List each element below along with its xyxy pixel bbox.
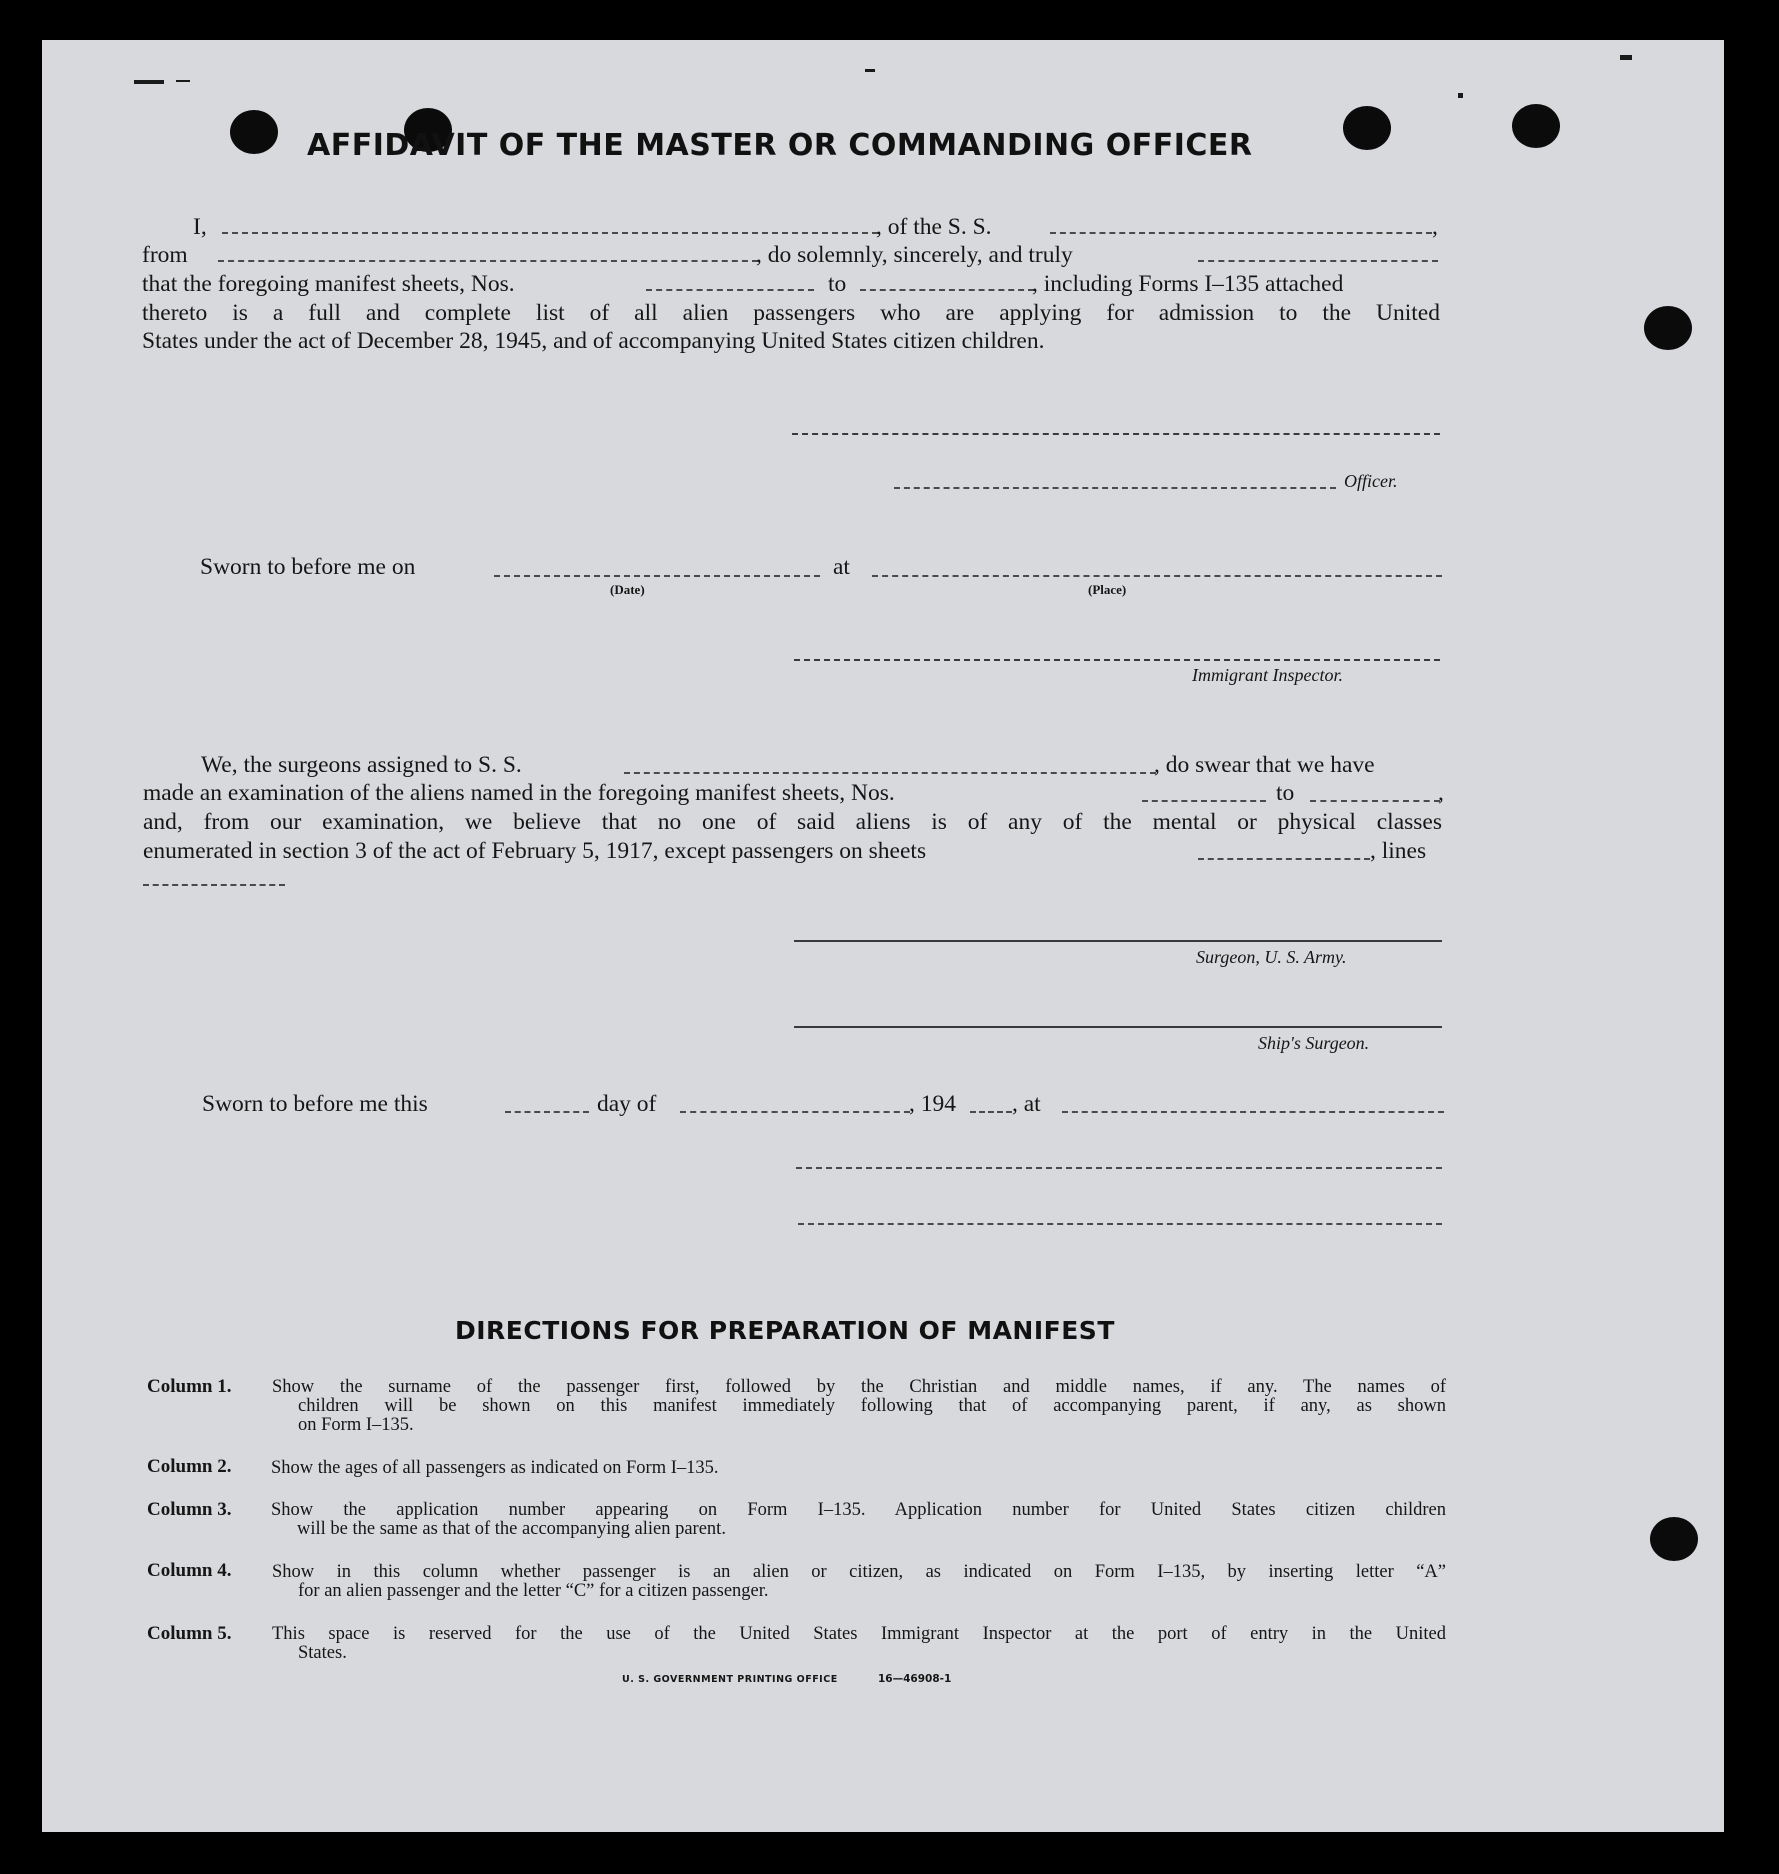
punch-hole xyxy=(1343,106,1391,150)
text-at: at xyxy=(833,554,850,580)
directions-title: DIRECTIONS FOR PREPARATION OF MANIFEST xyxy=(455,1316,1115,1345)
sworn2-place-field[interactable] xyxy=(1062,1111,1444,1113)
oath-field[interactable] xyxy=(1198,260,1438,262)
text-made-examination: made an examination of the aliens named in the foregoing manifest sheets, Nos. xyxy=(143,780,895,806)
exam-sheet-to-field[interactable] xyxy=(1310,800,1440,802)
text-enumerated: enumerated in section 3 of the act of February 5, 1917, except passengers on sheets xyxy=(143,838,927,864)
officer-label: Officer. xyxy=(1344,471,1398,491)
column-1-line-2: children will be shown on this manifest immediately following that of accompanying parent, if any, as shown xyxy=(298,1396,1446,1416)
text-comma-2: , xyxy=(1438,780,1444,806)
scan-speck xyxy=(1620,55,1632,60)
master-name-field[interactable] xyxy=(222,232,878,234)
punch-hole xyxy=(1644,306,1692,350)
column-3-line-1: Show the application number appearing on Form I–135. Application number for United States citizen children xyxy=(271,1500,1446,1520)
affidavit-line-5: States under the act of December 28, 1945, and of accompanying United States citizen children. xyxy=(142,328,1045,354)
sheet-from-field[interactable] xyxy=(646,289,814,291)
column-2-label: Column 2. xyxy=(147,1456,232,1477)
departure-port-field[interactable] xyxy=(218,260,758,262)
inspector-label: Immigrant Inspector. xyxy=(1192,665,1343,685)
scan-speck xyxy=(176,80,190,82)
column-5-label: Column 5. xyxy=(147,1623,232,1644)
sworn-place-field[interactable] xyxy=(872,575,1442,577)
text-day-of: day of xyxy=(597,1091,657,1117)
text-to-2: to xyxy=(1276,780,1295,806)
except-sheets-field[interactable] xyxy=(1198,858,1370,860)
column-2-text xyxy=(271,1459,1445,1478)
ship-surgeon-label: Ship's Surgeon. xyxy=(1258,1033,1370,1053)
inspector-signature-line[interactable] xyxy=(794,659,1440,661)
column-3-label: Column 3. xyxy=(147,1499,232,1520)
scan-speck xyxy=(1458,93,1463,98)
text-solemnly: , do solemnly, sincerely, and truly xyxy=(756,242,1073,268)
text-sworn-on: Sworn to before me on xyxy=(200,554,416,580)
date-caption: (Date) xyxy=(610,582,645,597)
punch-hole xyxy=(230,110,278,154)
column-1-text xyxy=(272,1378,1446,1435)
officer-signature-line-1[interactable] xyxy=(792,433,1440,435)
sworn-day-field[interactable] xyxy=(505,1111,589,1113)
text-to: to xyxy=(828,271,847,297)
column-3-line-2: will be the same as that of the accompanying alien parent. xyxy=(297,1519,726,1539)
text-sworn-this: Sworn to before me this xyxy=(202,1091,428,1117)
column-3-text xyxy=(271,1501,1446,1539)
officer-signature-line-2[interactable] xyxy=(894,487,1336,489)
exam-sheet-from-field[interactable] xyxy=(1142,800,1266,802)
sworn-month-field[interactable] xyxy=(680,1111,910,1113)
text-at-2: , at xyxy=(1012,1091,1041,1117)
column-4-label: Column 4. xyxy=(147,1560,232,1581)
place-caption: (Place) xyxy=(1088,582,1127,597)
column-5-line-1: This space is reserved for the use of the United States Immigrant Inspector at the port of entry in the United xyxy=(272,1624,1446,1644)
text-swear: , do swear that we have xyxy=(1154,752,1375,778)
column-5-text xyxy=(272,1625,1446,1663)
affidavit-line-4: thereto is a full and complete list of all alien passengers who are applying for admission to the United xyxy=(142,300,1440,326)
column-1-line-1: Show the surname of the passenger first, followed by the Christian and middle names, if any. The names of xyxy=(272,1377,1446,1397)
printer-imprint: U. S. GOVERNMENT PRINTING OFFICE xyxy=(622,1674,838,1685)
column-4-line-1: Show in this column whether passenger is an alien or citizen, as indicated on Form I–135, by inserting letter “A” xyxy=(272,1562,1446,1582)
text-i: I, xyxy=(193,214,207,240)
text-194: , 194 xyxy=(909,1091,956,1117)
surgeons-line-3: and, from our examination, we believe that no one of said aliens is of any of the mental or physical classes xyxy=(143,809,1442,835)
text-lines: , lines xyxy=(1370,838,1427,864)
sheet-to-field[interactable] xyxy=(860,289,1034,291)
army-surgeon-label: Surgeon, U. S. Army. xyxy=(1196,947,1347,967)
text-comma: , xyxy=(1432,214,1438,240)
text-including: , including Forms I–135 attached xyxy=(1032,271,1344,297)
sworn2-signature-line-1[interactable] xyxy=(796,1167,1442,1169)
column-1-label: Column 1. xyxy=(147,1376,232,1397)
punch-hole xyxy=(1512,104,1560,148)
sworn-date-field[interactable] xyxy=(494,575,820,577)
surgeon-ship-field[interactable] xyxy=(624,772,1156,774)
sworn-year-field[interactable] xyxy=(970,1111,1012,1113)
scan-speck xyxy=(134,80,164,84)
column-5-line-2: States. xyxy=(298,1643,347,1663)
column-4-text xyxy=(272,1563,1446,1601)
scan-speck xyxy=(865,69,875,72)
form-code: 16—46908-1 xyxy=(878,1673,952,1685)
column-2-line-1: Show the ages of all passengers as indicated on Form I–135. xyxy=(271,1458,719,1478)
column-1-line-3: on Form I–135. xyxy=(298,1415,414,1435)
army-surgeon-signature-line[interactable] xyxy=(794,940,1442,942)
punch-hole xyxy=(1650,1517,1698,1561)
page-title: AFFIDAVIT OF THE MASTER OR COMMANDING OFFICER xyxy=(307,128,1253,163)
text-we-surgeons: We, the surgeons assigned to S. S. xyxy=(201,752,522,778)
text-manifest-sheets: that the foregoing manifest sheets, Nos. xyxy=(142,271,515,297)
except-lines-field[interactable] xyxy=(143,884,285,886)
column-4-line-2: for an alien passenger and the letter “C” for a citizen passenger. xyxy=(298,1581,769,1601)
text-of-the-ss: , of the S. S. xyxy=(876,214,992,240)
ship-surgeon-signature-line[interactable] xyxy=(794,1026,1442,1028)
sworn2-signature-line-2[interactable] xyxy=(798,1223,1442,1225)
ship-name-field[interactable] xyxy=(1050,232,1432,234)
text-from: from xyxy=(142,242,188,268)
